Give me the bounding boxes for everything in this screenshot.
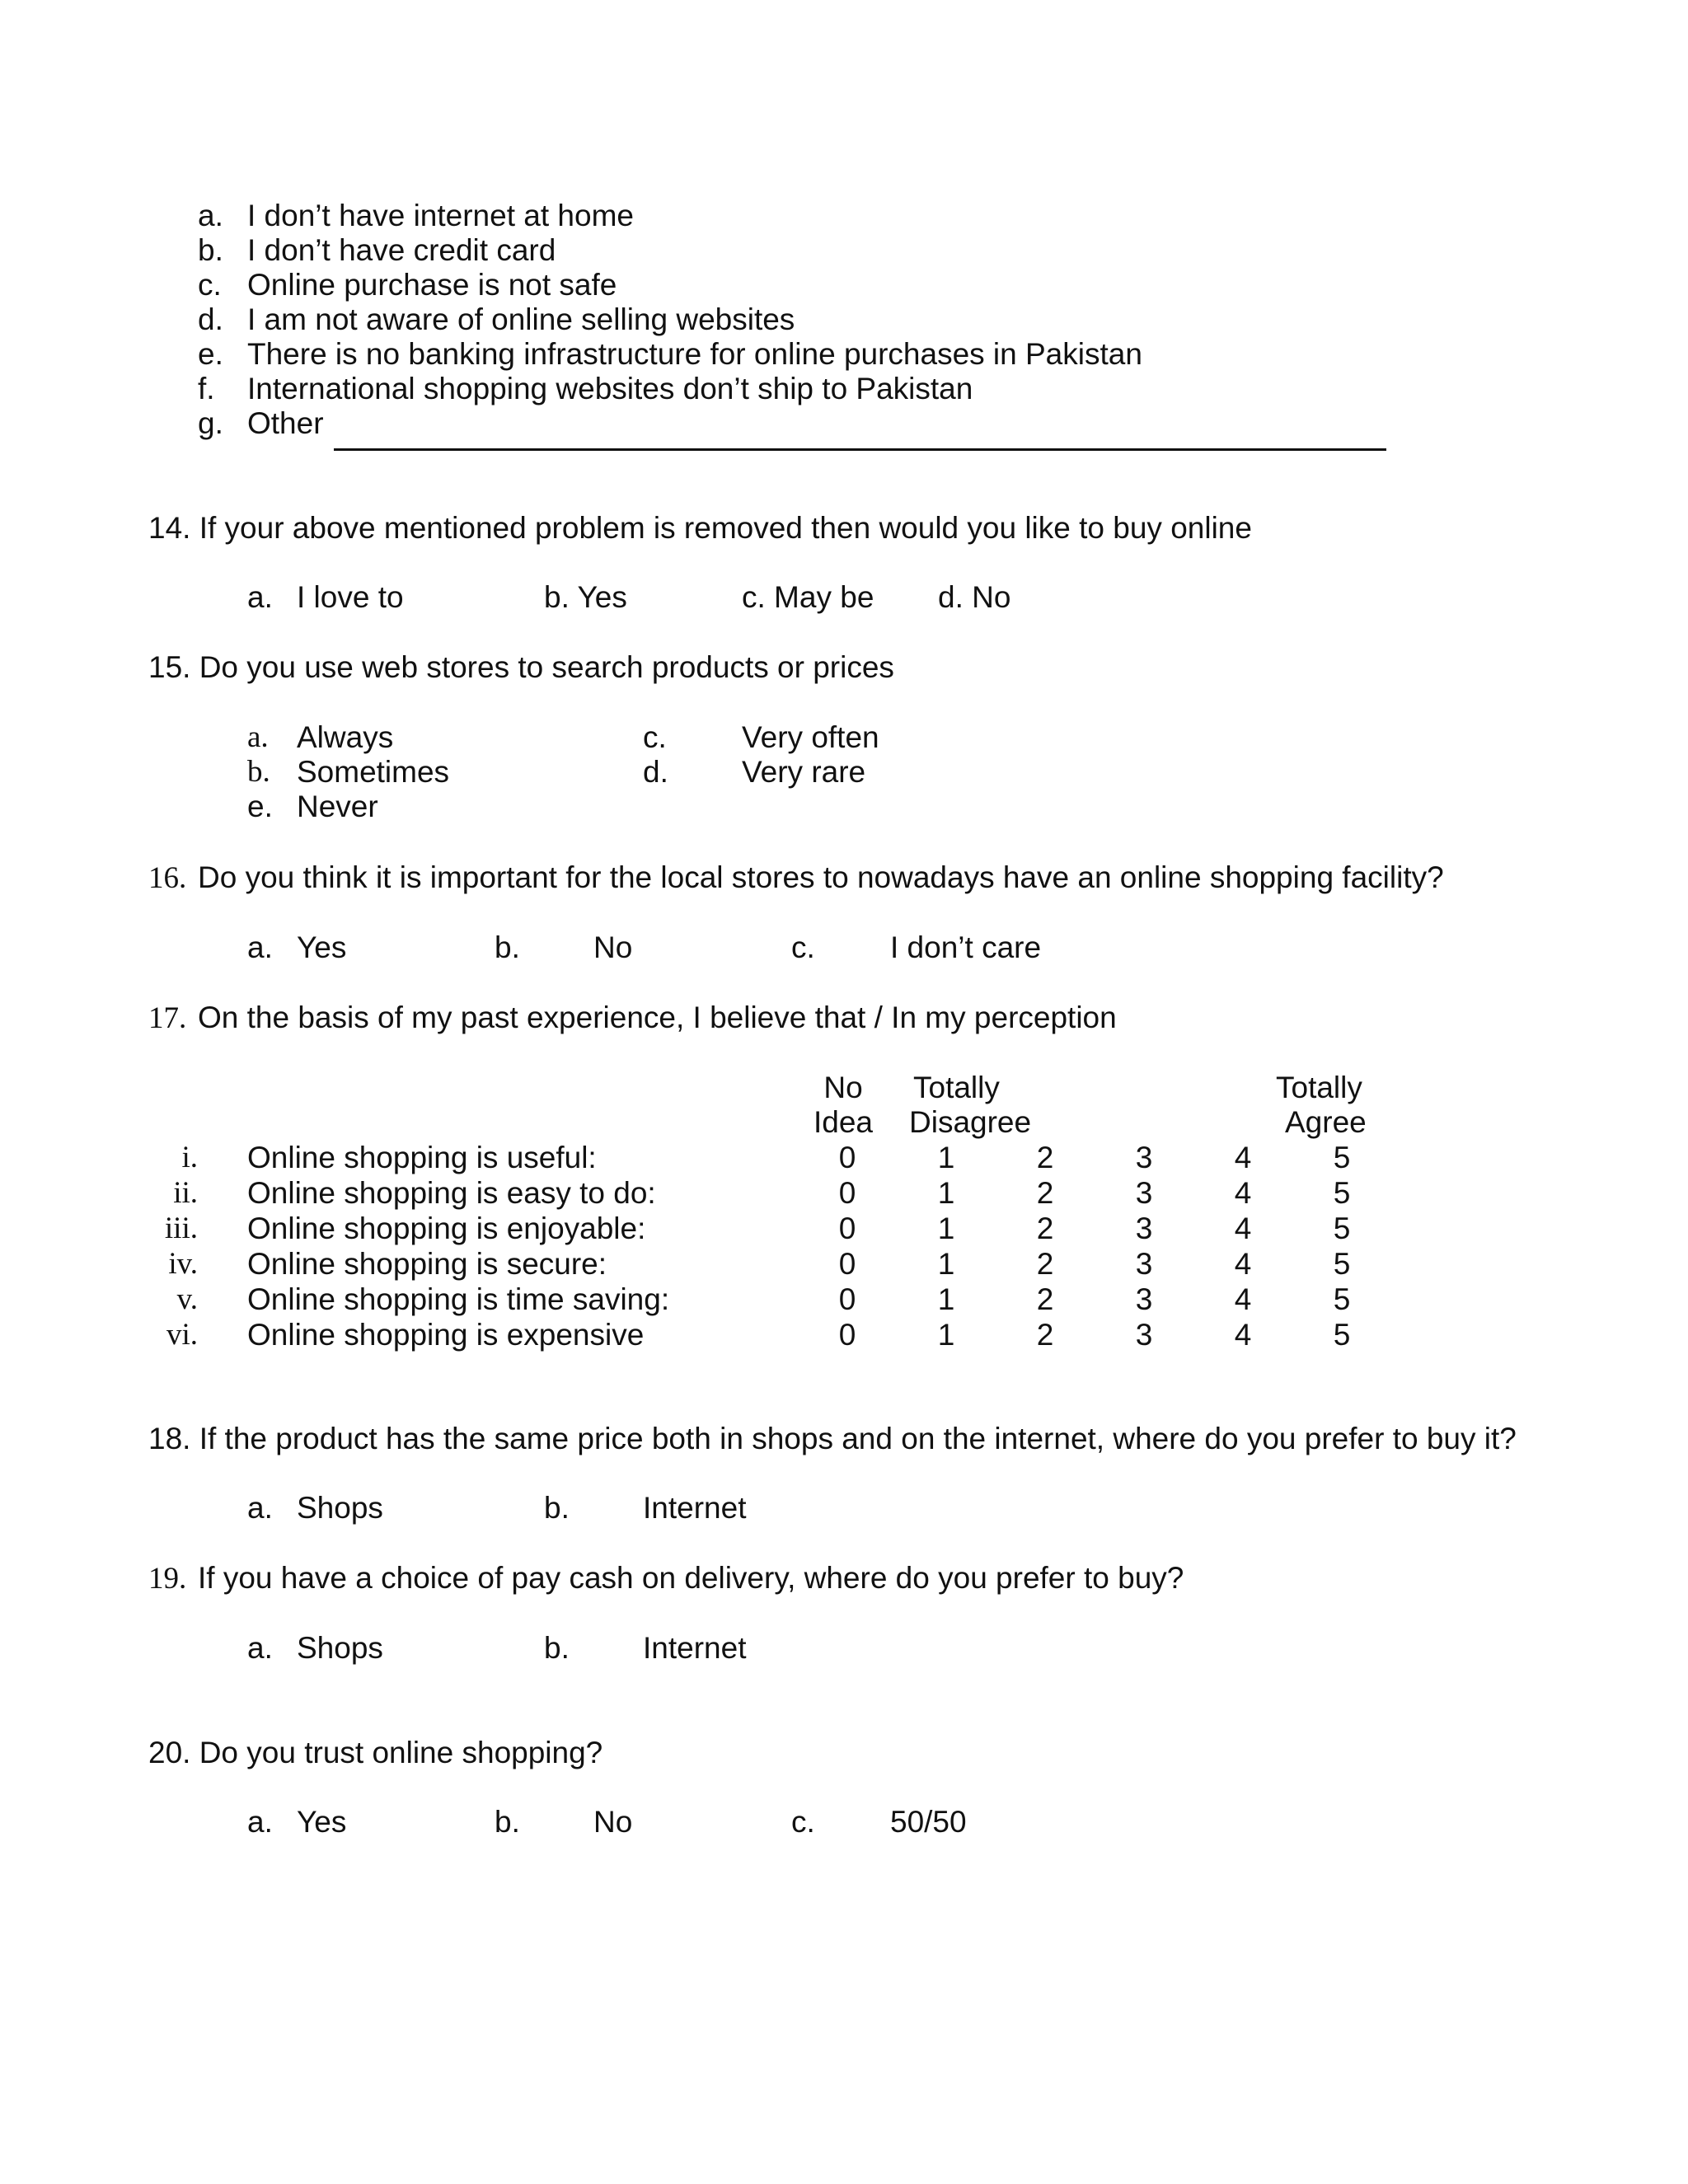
option-text: Shops	[297, 1491, 383, 1525]
question-text: 14. If your above mentioned problem is removed then would you like to buy online	[148, 511, 1252, 545]
q13-option-letter: d.	[198, 302, 223, 336]
rating-option[interactable]: 1	[937, 1212, 955, 1245]
option-letter: a.	[247, 720, 269, 754]
option-letter: a.	[247, 930, 273, 964]
option-text: Very often	[742, 720, 879, 754]
option-text: Sometimes	[297, 755, 450, 789]
question-number: 16.	[148, 861, 187, 895]
statement-text: Online shopping is useful:	[247, 1141, 597, 1174]
header-totally-disagree: Disagree	[909, 1105, 1032, 1139]
header-totally-disagree: Totally	[913, 1071, 1000, 1104]
rating-option[interactable]: 2	[1036, 1176, 1054, 1210]
statement-numeral: vi.	[166, 1318, 198, 1352]
question-number: 19.	[148, 1562, 187, 1596]
header-totally-agree: Totally	[1276, 1071, 1362, 1104]
rating-option[interactable]: 0	[838, 1212, 856, 1245]
option-letter: b.	[544, 1491, 570, 1525]
rating-option[interactable]: 5	[1333, 1318, 1351, 1352]
rating-option[interactable]: 1	[937, 1141, 955, 1174]
option-text: Very rare	[742, 755, 866, 789]
rating-option[interactable]: 1	[937, 1247, 955, 1281]
q13-option-letter: c.	[198, 268, 222, 302]
option-letter: b.	[495, 930, 520, 964]
option-text: 50/50	[890, 1805, 967, 1839]
rating-option[interactable]: 3	[1135, 1247, 1153, 1281]
header-totally-agree: Agree	[1285, 1105, 1367, 1139]
option-text: Never	[297, 790, 378, 823]
option-text: Shops	[297, 1631, 383, 1665]
rating-option[interactable]: 5	[1333, 1282, 1351, 1316]
option-letter: c.	[791, 1805, 815, 1839]
q13-option-text: Online purchase is not safe	[247, 268, 617, 302]
option-text: c. May be	[742, 580, 874, 614]
option-text: d. No	[938, 580, 1011, 614]
rating-option[interactable]: 1	[937, 1282, 955, 1316]
rating-option[interactable]: 5	[1333, 1176, 1351, 1210]
rating-option[interactable]: 3	[1135, 1318, 1153, 1352]
statement-numeral: iii.	[164, 1212, 198, 1245]
q13-option-letter: b.	[198, 233, 223, 267]
rating-option[interactable]: 3	[1135, 1282, 1153, 1316]
statement-numeral: i.	[181, 1141, 198, 1174]
statement-numeral: iv.	[168, 1247, 198, 1281]
rating-option[interactable]: 2	[1036, 1141, 1054, 1174]
option-text: Yes	[297, 1805, 347, 1839]
q13-option-letter: e.	[198, 337, 223, 371]
rating-option[interactable]: 5	[1333, 1141, 1351, 1174]
rating-option[interactable]: 2	[1036, 1282, 1054, 1316]
rating-option[interactable]: 4	[1234, 1212, 1252, 1245]
option-letter: a.	[247, 1805, 273, 1839]
question-text: If you have a choice of pay cash on delivery, where do you prefer to buy?	[198, 1561, 1184, 1595]
option-letter: c.	[643, 720, 667, 754]
rating-option[interactable]: 5	[1333, 1247, 1351, 1281]
rating-option[interactable]: 4	[1234, 1247, 1252, 1281]
rating-option[interactable]: 5	[1333, 1212, 1351, 1245]
rating-option[interactable]: 4	[1234, 1141, 1252, 1174]
rating-option[interactable]: 0	[838, 1247, 856, 1281]
q13-option-text: I don’t have credit card	[247, 233, 556, 267]
question-text: 15. Do you use web stores to search products or prices	[148, 650, 894, 684]
q13-option-letter: g.	[198, 406, 223, 440]
q13-option-letter: f.	[198, 372, 215, 405]
rating-option[interactable]: 3	[1135, 1176, 1153, 1210]
option-letter: b.	[495, 1805, 520, 1839]
option-text: I don’t care	[890, 930, 1042, 964]
question-text: 18. If the product has the same price both in shops and on the internet, where do you prefer to buy it?	[148, 1422, 1517, 1455]
statement-text: Online shopping is secure:	[247, 1247, 607, 1281]
option-letter: c.	[791, 930, 815, 964]
q13-option-text: Other	[247, 406, 324, 440]
q13-option-text: I am not aware of online selling websites	[247, 302, 795, 336]
other-answer-line[interactable]	[334, 448, 1386, 451]
rating-option[interactable]: 1	[937, 1318, 955, 1352]
question-text: Do you think it is important for the local stores to nowadays have an online shopping facility?	[198, 860, 1444, 894]
rating-option[interactable]: 0	[838, 1318, 856, 1352]
rating-option[interactable]: 2	[1036, 1212, 1054, 1245]
q13-option-letter: a.	[198, 199, 223, 232]
rating-option[interactable]: 0	[838, 1282, 856, 1316]
option-letter: b.	[247, 755, 270, 789]
statement-text: Online shopping is expensive	[247, 1318, 645, 1352]
option-letter: b.	[544, 1631, 570, 1665]
q13-option-text: There is no banking infrastructure for online purchases in Pakistan	[247, 337, 1142, 371]
option-text: b. Yes	[544, 580, 627, 614]
rating-option[interactable]: 3	[1135, 1212, 1153, 1245]
option-text: Internet	[643, 1631, 747, 1665]
option-text: Internet	[643, 1491, 747, 1525]
rating-option[interactable]: 4	[1234, 1176, 1252, 1210]
q13-option-text: International shopping websites don’t ship to Pakistan	[247, 372, 973, 405]
header-no-idea: Idea	[813, 1105, 873, 1139]
rating-option[interactable]: 0	[838, 1141, 856, 1174]
option-text: No	[593, 930, 633, 964]
option-text: Always	[297, 720, 394, 754]
rating-option[interactable]: 0	[838, 1176, 856, 1210]
question-text: 20. Do you trust online shopping?	[148, 1736, 603, 1769]
statement-numeral: ii.	[173, 1176, 198, 1210]
statement-text: Online shopping is easy to do:	[247, 1176, 656, 1210]
statement-text: Online shopping is enjoyable:	[247, 1212, 646, 1245]
rating-option[interactable]: 1	[937, 1176, 955, 1210]
option-letter: e.	[247, 790, 273, 823]
rating-option[interactable]: 2	[1036, 1318, 1054, 1352]
option-text: No	[593, 1805, 633, 1839]
rating-option[interactable]: 4	[1234, 1318, 1252, 1352]
question-number: 17.	[148, 1001, 187, 1035]
statement-numeral: v.	[176, 1282, 198, 1316]
option-text: Yes	[297, 930, 347, 964]
statement-text: Online shopping is time saving:	[247, 1282, 670, 1316]
header-no-idea: No	[823, 1071, 863, 1104]
option-letter: a.	[247, 1491, 273, 1525]
option-letter: a.	[247, 580, 273, 614]
rating-option[interactable]: 4	[1234, 1282, 1252, 1316]
question-text: On the basis of my past experience, I believe that / In my perception	[198, 1001, 1117, 1034]
option-letter: d.	[643, 755, 668, 789]
option-text: I love to	[297, 580, 404, 614]
rating-option[interactable]: 2	[1036, 1247, 1054, 1281]
rating-option[interactable]: 3	[1135, 1141, 1153, 1174]
option-letter: a.	[247, 1631, 273, 1665]
q13-option-text: I don’t have internet at home	[247, 199, 634, 232]
